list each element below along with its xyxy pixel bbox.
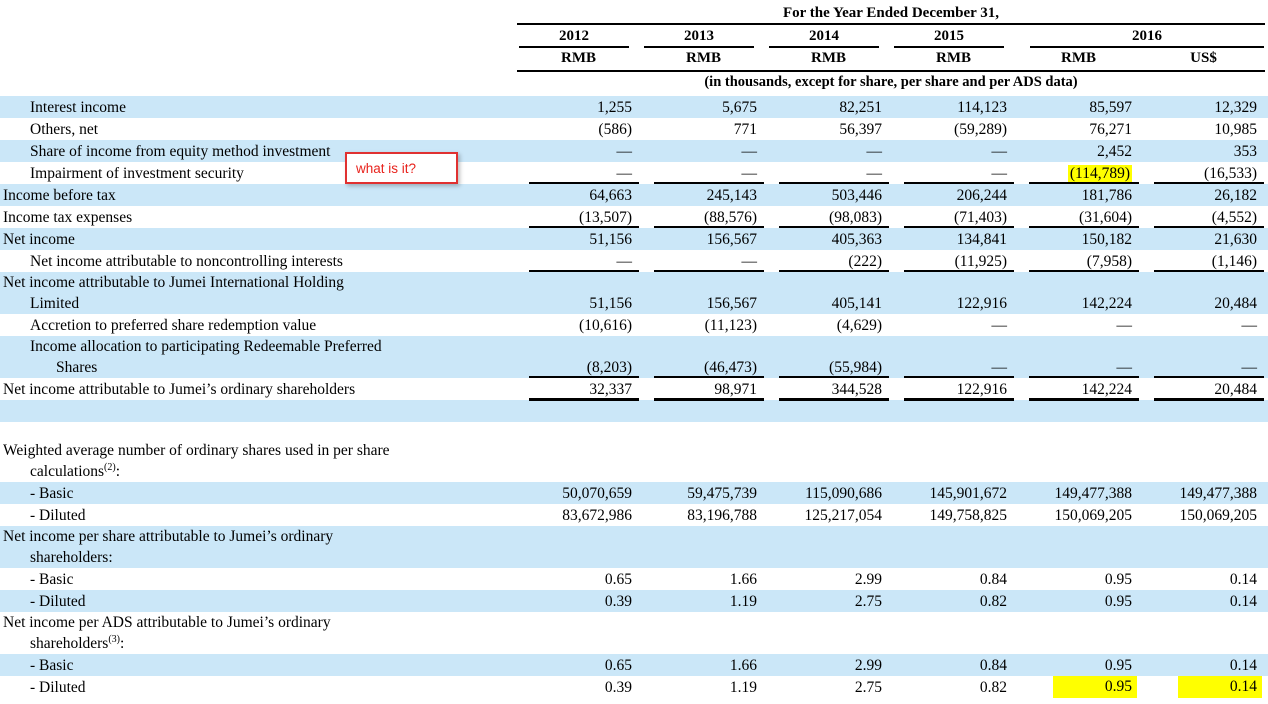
- value-cell: 1.19: [729, 593, 757, 610]
- value-cell: 134,841: [956, 231, 1007, 248]
- value-cell: 150,182: [1081, 231, 1132, 248]
- value-cell: (71,403): [891, 207, 1016, 228]
- value-cell: 145,901,672: [929, 485, 1007, 502]
- value-cell: 0.95: [1104, 593, 1132, 610]
- value-cell: 98,971: [641, 379, 766, 400]
- header-rule-top: [517, 23, 1265, 25]
- value-cell: 0.39: [604, 593, 632, 610]
- table-row: [0, 612, 1268, 654]
- spacer-row: [0, 422, 1268, 440]
- value-cell: 0.95: [1104, 657, 1132, 674]
- table-row: [0, 440, 1268, 482]
- table-row: [0, 250, 1268, 272]
- row-label: Accretion to preferred share redemption value: [30, 317, 317, 334]
- value-cell: 344,528: [766, 379, 891, 400]
- row-label: - Basic: [30, 485, 74, 502]
- table-row: [0, 526, 1268, 568]
- row-label: - Basic: [30, 657, 74, 674]
- value-cell: (8,203): [516, 357, 641, 378]
- value-cell: 2.99: [854, 657, 882, 674]
- value-cell: 0.14: [1229, 571, 1257, 588]
- value-cell: 405,141: [831, 295, 882, 312]
- value-cell: —: [766, 163, 891, 184]
- value-cell: 0.14: [1229, 593, 1257, 610]
- currency-unit: RMB: [811, 50, 846, 66]
- value-cell: —: [741, 143, 757, 160]
- value-cell: 142,224: [1016, 379, 1141, 400]
- value-cell: [1016, 676, 1141, 698]
- value-cell: 149,758,825: [929, 507, 1007, 524]
- value-cell: 64,663: [589, 187, 632, 204]
- row-label: Net income attributable to Jumei International Holding Limited: [3, 274, 344, 312]
- currency-unit: RMB: [936, 50, 971, 66]
- value-cell: [1016, 163, 1141, 184]
- value-cell: 0.39: [604, 679, 632, 696]
- value-cell: 771: [733, 121, 757, 138]
- value-cell: —: [516, 251, 641, 272]
- value-cell: —: [1116, 317, 1132, 334]
- value-cell: —: [891, 357, 1016, 378]
- value-cell: 0.95: [1104, 571, 1132, 588]
- table-row: [0, 568, 1268, 590]
- table-row: [0, 482, 1268, 504]
- table-row: [0, 184, 1268, 206]
- value-cell: 2.75: [854, 593, 882, 610]
- value-cell: 156,567: [706, 231, 757, 248]
- highlighted-value: 0.14: [1178, 676, 1262, 698]
- value-cell: 51,156: [589, 295, 632, 312]
- value-cell: (59,289): [954, 121, 1007, 138]
- value-cell: 83,672,986: [562, 507, 632, 524]
- value-cell: 181,786: [1081, 187, 1132, 204]
- value-cell: (586): [598, 121, 632, 138]
- value-cell: (11,123): [704, 317, 757, 334]
- value-cell: 50,070,659: [562, 485, 632, 502]
- value-cell: 122,916: [956, 295, 1007, 312]
- year-column-header: 2013: [644, 27, 754, 48]
- row-label: Net income attributable to Jumei’s ordinary shareholders: [3, 381, 356, 398]
- value-cell: 0.82: [979, 593, 1007, 610]
- year-header-row: [516, 27, 1268, 48]
- value-cell: —: [891, 163, 1016, 184]
- value-cell: —: [616, 143, 632, 160]
- value-cell: 76,271: [1089, 121, 1132, 138]
- value-cell: —: [641, 251, 766, 272]
- year-column-header: 2012: [519, 27, 629, 48]
- row-label: Income tax expenses: [3, 209, 133, 226]
- value-cell: (1,146): [1141, 251, 1266, 272]
- value-cell: 0.84: [979, 657, 1007, 674]
- highlighted-value: 0.95: [1053, 676, 1137, 698]
- currency-unit: RMB: [686, 50, 721, 66]
- value-cell: 1.66: [729, 657, 757, 674]
- value-cell: 0.14: [1229, 657, 1257, 674]
- value-cell: 83,196,788: [687, 507, 757, 524]
- value-cell: 150,069,205: [1054, 507, 1132, 524]
- table-row: [0, 654, 1268, 676]
- table-row: [0, 590, 1268, 612]
- value-cell: 26,182: [1214, 187, 1257, 204]
- value-cell: 82,251: [839, 99, 882, 116]
- value-cell: 142,224: [1081, 295, 1132, 312]
- value-cell: 125,217,054: [804, 507, 882, 524]
- table-row: [0, 96, 1268, 118]
- value-cell: 21,630: [1214, 231, 1257, 248]
- table-row: [0, 228, 1268, 250]
- value-cell: (13,507): [516, 207, 641, 228]
- value-cell: 156,567: [706, 295, 757, 312]
- value-cell: —: [991, 317, 1007, 334]
- value-cell: 503,446: [831, 187, 882, 204]
- value-cell: [1141, 676, 1266, 698]
- value-cell: 12,329: [1214, 99, 1257, 116]
- value-cell: —: [516, 163, 641, 184]
- value-cell: 115,090,686: [805, 485, 882, 502]
- value-cell: 20,484: [1141, 379, 1266, 400]
- row-label: Net income attributable to noncontrolling interests: [30, 253, 343, 270]
- year-column-header: 2014: [769, 27, 879, 48]
- row-label: Weighted average number of ordinary shares used in per share calculations$^{(2)}$:: [3, 442, 390, 480]
- row-label: Income before tax: [3, 187, 116, 204]
- value-cell: (98,083): [766, 207, 891, 228]
- table-row: [0, 314, 1268, 336]
- period-heading: For the Year Ended December 31,: [782, 5, 1000, 21]
- value-cell: (4,629): [836, 317, 882, 334]
- value-cell: —: [1141, 357, 1266, 378]
- annotation-text: what is it?: [356, 160, 417, 176]
- table-row: [0, 206, 1268, 228]
- value-cell: 122,916: [891, 379, 1016, 400]
- value-cell: 56,397: [839, 121, 882, 138]
- row-label: Net income: [3, 231, 75, 248]
- units-note: (in thousands, except for share, per share and per ADS data): [704, 74, 1078, 90]
- value-cell: 85,597: [1089, 99, 1132, 116]
- value-cell: 245,143: [706, 187, 757, 204]
- value-cell: 2,452: [1097, 143, 1132, 160]
- year-column-header: 2015: [894, 27, 1004, 48]
- row-label: Net income per ADS attributable to Jumei’s ordinary shareholders$^{(3)}$:: [3, 614, 331, 652]
- value-cell: —: [991, 143, 1007, 160]
- currency-unit: RMB: [561, 50, 596, 66]
- row-label: - Basic: [30, 571, 74, 588]
- annotation-box: [345, 152, 458, 184]
- row-label: Net income per share attributable to Jumei’s ordinary shareholders:: [3, 528, 334, 566]
- value-cell: 2.99: [854, 571, 882, 588]
- table-row: [0, 676, 1268, 698]
- table-body: [0, 96, 1268, 698]
- value-cell: 0.84: [979, 571, 1007, 588]
- value-cell: 150,069,205: [1179, 507, 1257, 524]
- table-row: [0, 504, 1268, 526]
- row-label: Impairment of investment security: [30, 165, 244, 182]
- value-cell: 405,363: [831, 231, 882, 248]
- value-cell: 51,156: [589, 231, 632, 248]
- value-cell: 0.82: [979, 679, 1007, 696]
- spacer-row: [0, 400, 1268, 422]
- value-cell: 114,123: [957, 99, 1007, 116]
- table-row: [0, 140, 1268, 162]
- row-label: Others, net: [30, 121, 99, 138]
- currency-unit: US$: [1190, 50, 1217, 66]
- value-cell: 149,477,388: [1179, 485, 1257, 502]
- value-cell: 1,255: [597, 99, 632, 116]
- table-row: [0, 378, 1268, 400]
- row-label: - Diluted: [30, 507, 86, 524]
- value-cell: —: [641, 163, 766, 184]
- row-label: Income allocation to participating Redeemable Preferred Shares: [30, 338, 382, 376]
- value-cell: —: [866, 143, 882, 160]
- value-cell: —: [1241, 317, 1257, 334]
- value-cell: 2.75: [854, 679, 882, 696]
- table-row: [0, 272, 1268, 314]
- value-cell: (222): [766, 251, 891, 272]
- value-cell: 20,484: [1214, 295, 1257, 312]
- highlighted-value: (114,789): [1069, 165, 1130, 182]
- value-cell: (7,958): [1016, 251, 1141, 272]
- value-cell: 149,477,388: [1054, 485, 1132, 502]
- year-column-header: 2016: [1030, 27, 1264, 48]
- value-cell: (31,604): [1016, 207, 1141, 228]
- value-cell: (4,552): [1141, 207, 1266, 228]
- currency-unit: RMB: [1061, 50, 1096, 66]
- value-cell: (55,984): [766, 357, 891, 378]
- row-label: - Diluted: [30, 593, 86, 610]
- value-cell: (46,473): [641, 357, 766, 378]
- value-cell: 59,475,739: [687, 485, 757, 502]
- table-row: [0, 118, 1268, 140]
- value-cell: 353: [1233, 143, 1257, 160]
- value-cell: (11,925): [891, 251, 1016, 272]
- value-cell: 1.19: [729, 679, 757, 696]
- value-cell: —: [1016, 357, 1141, 378]
- value-cell: 0.65: [604, 571, 632, 588]
- table-row: [0, 336, 1268, 378]
- value-cell: 10,985: [1214, 121, 1257, 138]
- value-cell: 1.66: [729, 571, 757, 588]
- table-row: [0, 162, 1268, 184]
- value-cell: (16,533): [1141, 163, 1266, 184]
- row-label: Interest income: [30, 99, 126, 116]
- value-cell: 32,337: [516, 379, 641, 400]
- value-cell: 5,675: [722, 99, 757, 116]
- value-cell: 206,244: [956, 187, 1007, 204]
- value-cell: (88,576): [641, 207, 766, 228]
- currency-unit-row: [516, 48, 1268, 69]
- value-cell: 0.65: [604, 657, 632, 674]
- value-cell: (10,616): [579, 317, 632, 334]
- row-label: - Diluted: [30, 679, 86, 696]
- row-label: Share of income from equity method investment: [30, 143, 331, 160]
